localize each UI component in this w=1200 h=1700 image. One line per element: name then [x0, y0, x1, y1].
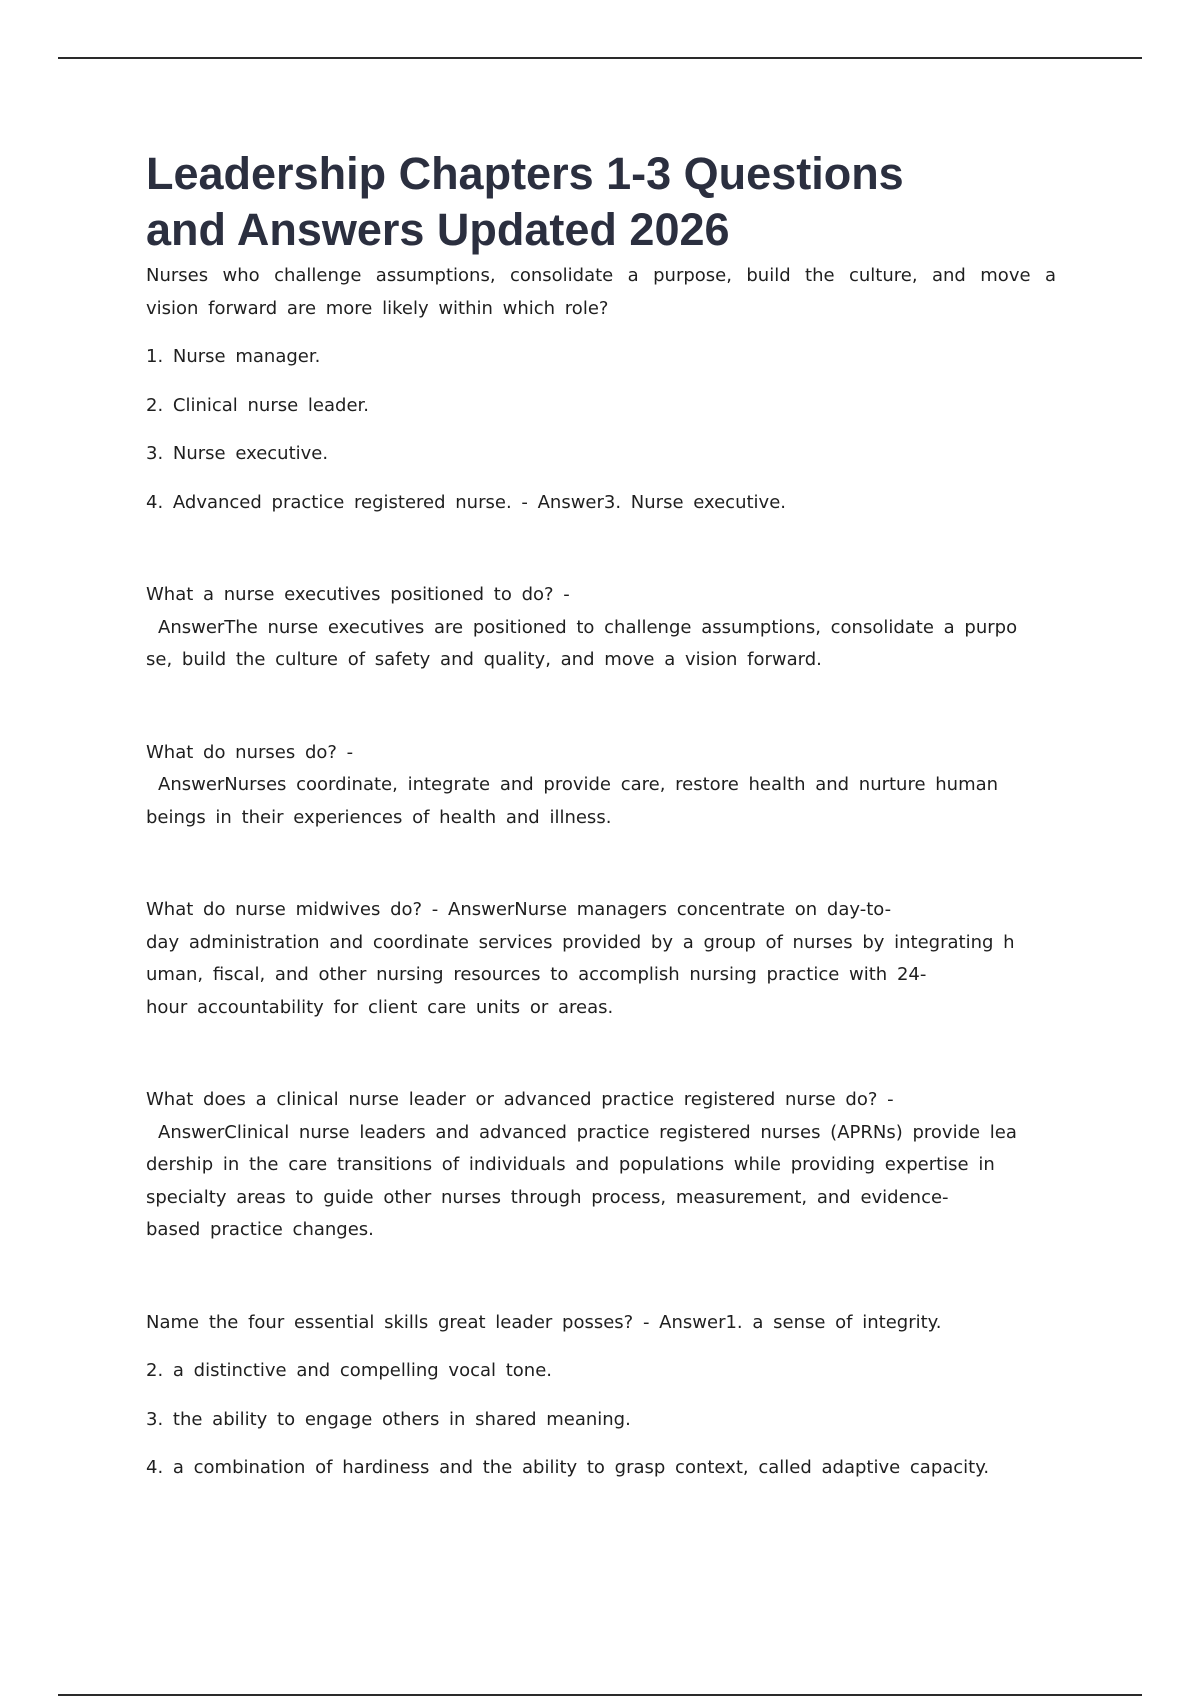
question-5 [146, 1084, 1056, 1247]
question-4 [146, 894, 1056, 1024]
q4-line-4: hour accountability for client care units or areas. [146, 996, 614, 1018]
q3-line-3: beings in their experiences of health and illness. [146, 806, 612, 828]
question-1: Nurses who challenge assumptions, consolidate a purpose, build the culture, and move a vision forward are more likely within which role? [146, 265, 1056, 319]
question-2 [146, 579, 1056, 677]
q4-line-2: day administration and coordinate services provided by a group of nurses by integrating h [146, 931, 1015, 953]
q6-item-3: 3. the ability to engage others in shared meaning. [146, 1408, 631, 1430]
q1-option-4-answer: 4. Advanced practice registered nurse. - Answer3. Nurse executive. [146, 491, 786, 513]
q3-line-2: AnswerNurses coordinate, integrate and provide care, restore health and nurture human [158, 774, 999, 795]
q6-item-4: 4. a combination of hardiness and the ability to grasp context, called adaptive capacity. [146, 1457, 990, 1478]
question-6 [146, 1307, 1056, 1485]
q2-line-2: AnswerThe nurse executives are positioned to challenge assumptions, consolidate a purpo [158, 616, 1018, 638]
q5-line-2: AnswerClinical nurse leaders and advanced practice registered nurses (APRNs) provide lea [158, 1121, 1017, 1143]
document-body [146, 146, 1056, 1485]
q1-option-1: 1. Nurse manager. [146, 346, 321, 367]
q4-line-1: What do nurse midwives do? - AnswerNurse managers concentrate on day-to- [146, 899, 892, 920]
q3-line-1: What do nurses do? - [146, 741, 354, 763]
q4-line-3: uman, fiscal, and other nursing resources to accomplish nursing practice with 24- [146, 964, 927, 985]
q5-line-5: based practice changes. [146, 1219, 374, 1240]
q2-line-1: What a nurse executives positioned to do? - [146, 584, 570, 605]
top-rule [58, 57, 1142, 59]
q1-option-3: 3. Nurse executive. [146, 443, 329, 464]
q6-line-1: Name the four essential skills great leader posses? - Answer1. a sense of integrity. [146, 1311, 942, 1333]
q5-line-1: What does a clinical nurse leader or advanced practice registered nurse do? - [146, 1089, 894, 1110]
q1-option-2: 2. Clinical nurse leader. [146, 394, 369, 416]
q5-line-3: dership in the care transitions of individuals and populations while providing expertise in [146, 1154, 995, 1175]
q6-item-2: 2. a distinctive and compelling vocal tone. [146, 1360, 552, 1381]
question-3 [146, 737, 1056, 835]
document-title [146, 146, 1056, 258]
title-line-2: and Answers Updated 2026 [146, 204, 730, 255]
q5-line-4: specialty areas to guide other nurses through process, measurement, and evidence- [146, 1186, 949, 1208]
bottom-rule [58, 1694, 1142, 1696]
q2-line-3: se, build the culture of safety and quality, and move a vision forward. [146, 649, 822, 670]
title-line-1: Leadership Chapters 1-3 Questions [146, 148, 904, 199]
